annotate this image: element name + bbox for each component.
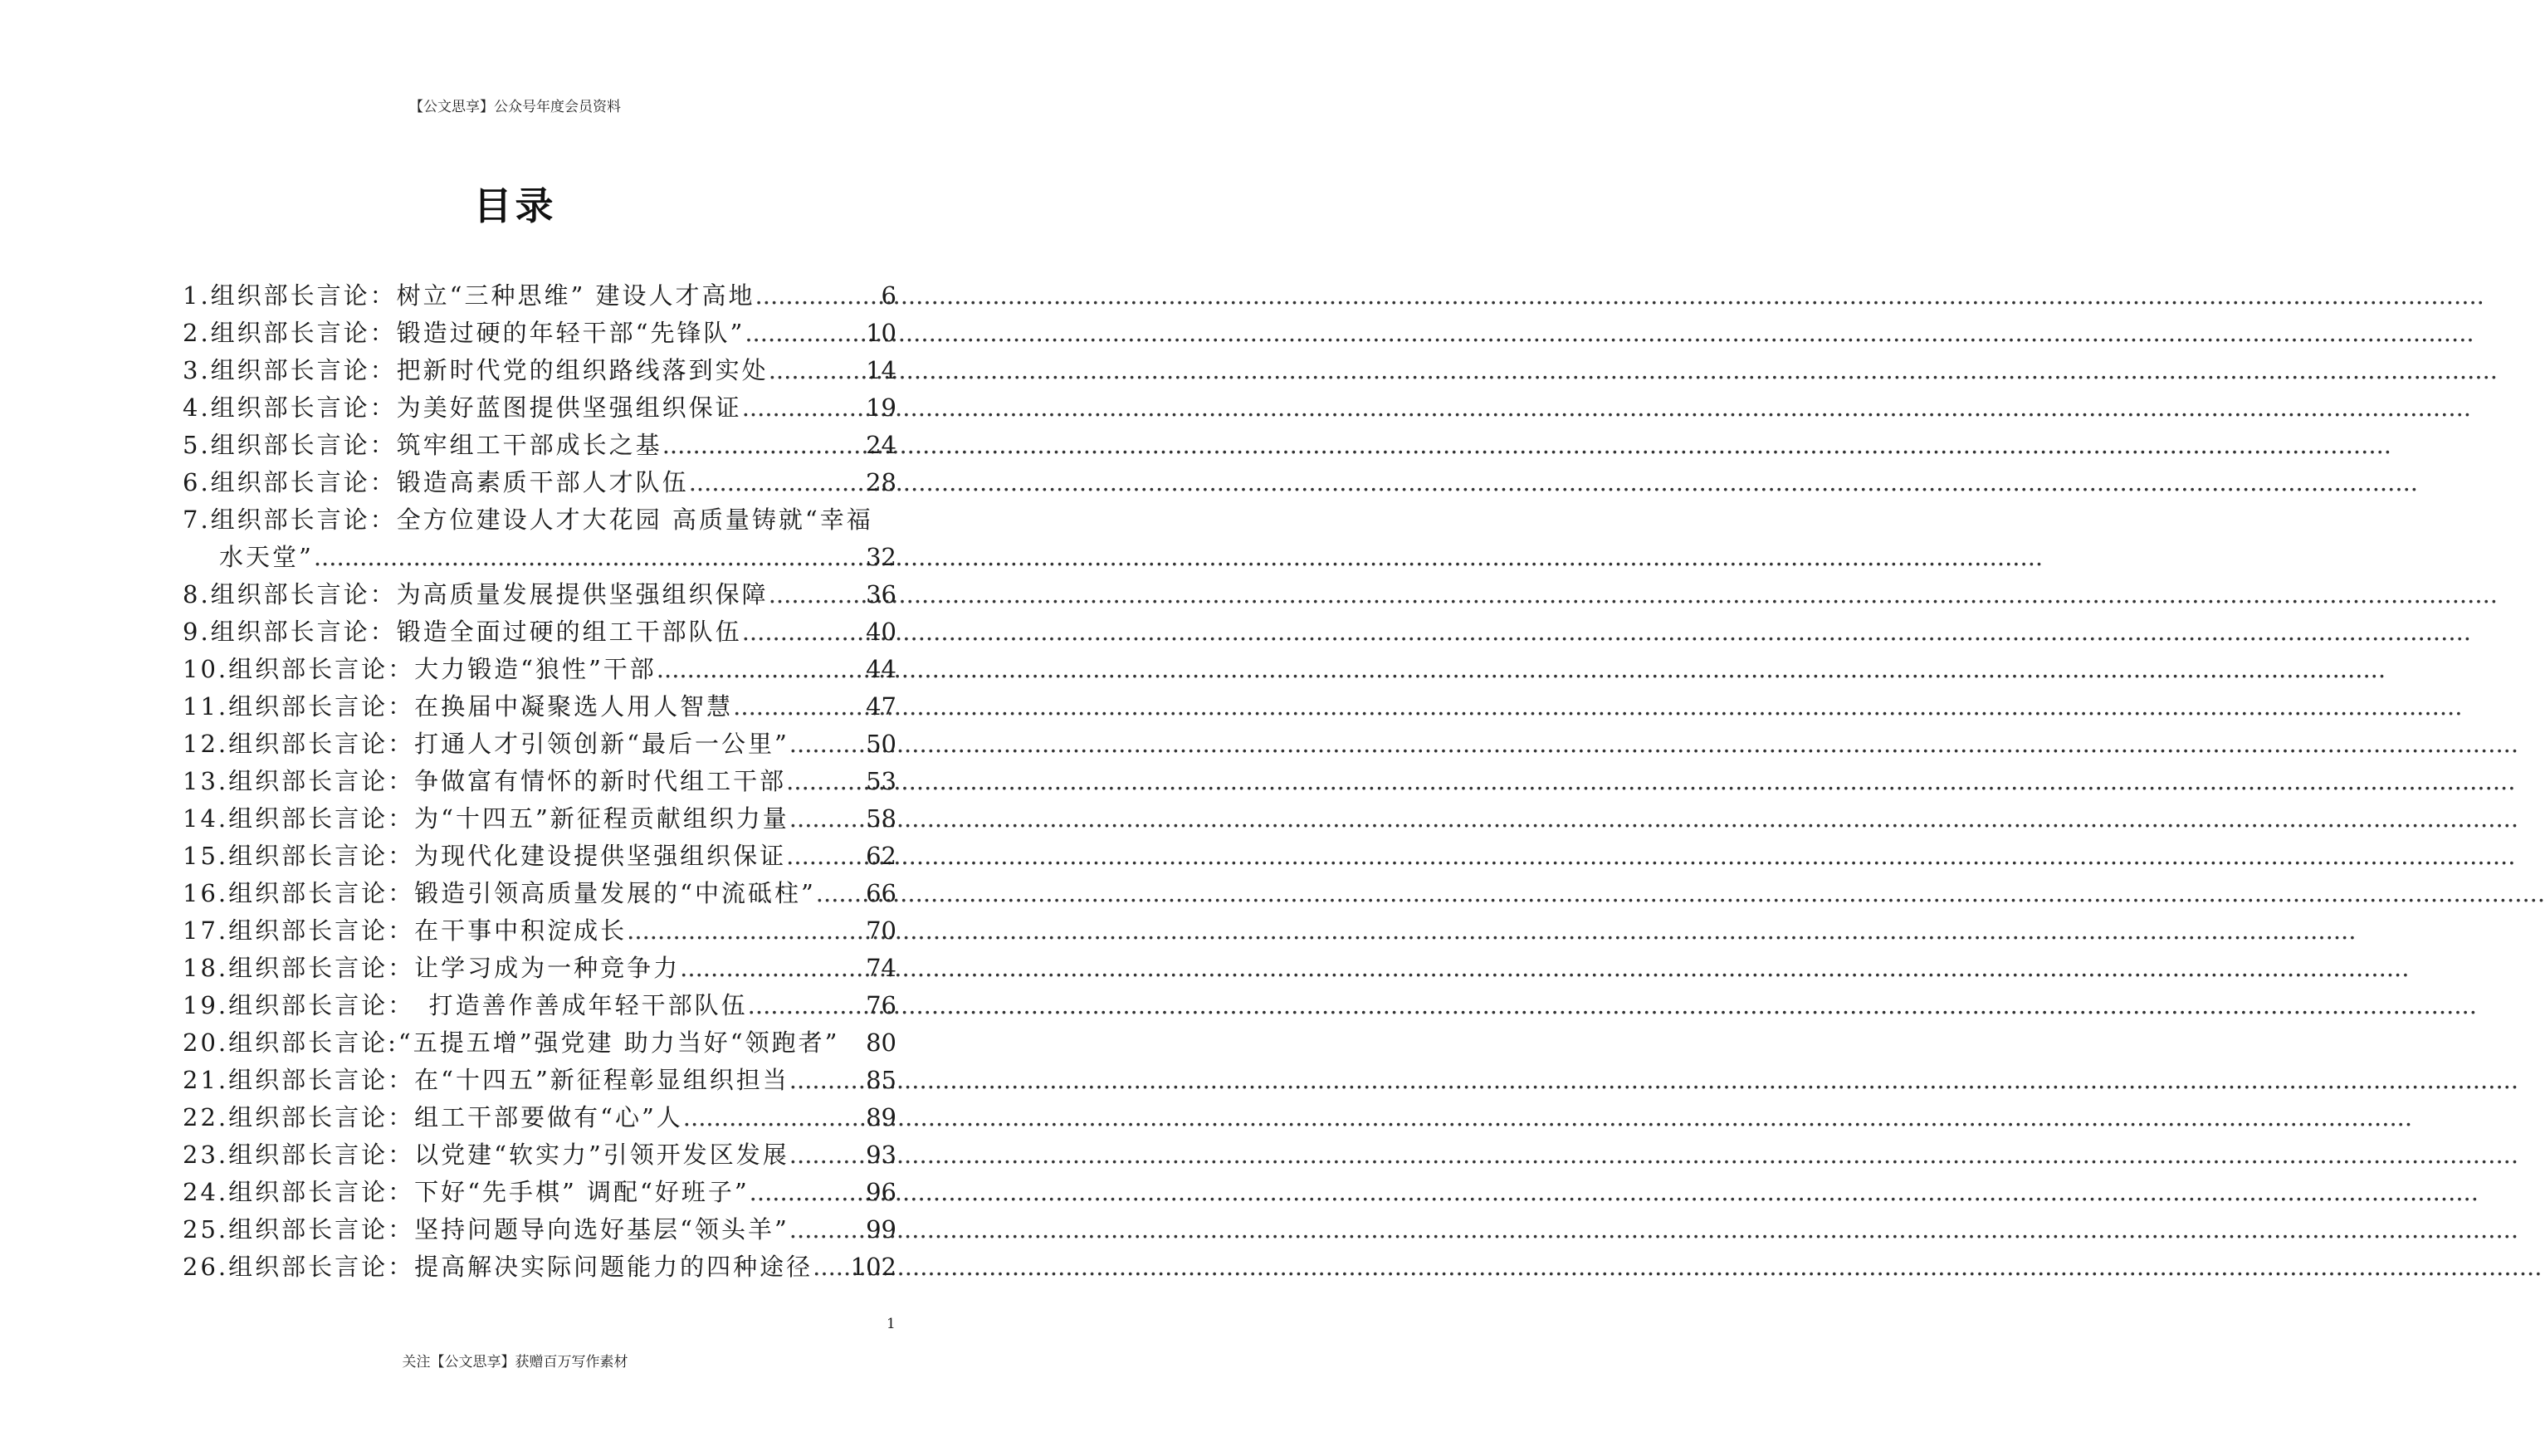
toc-entry[interactable] [183, 875, 896, 912]
toc-entry-page: 28 [866, 468, 896, 496]
toc-entry-title: 组织部长言论：在换届中凝聚选人用人智慧 [228, 692, 734, 721]
toc-entry-page: 40 [866, 618, 896, 646]
toc-entry-page: 85 [866, 1066, 896, 1094]
toc-leader [742, 613, 866, 651]
toc-entry-continuation[interactable] [183, 539, 896, 576]
page-number: 1 [887, 1316, 896, 1332]
toc-entry[interactable] [183, 464, 896, 501]
toc-leader [755, 277, 882, 315]
toc-leader [789, 800, 866, 838]
toc-entry-title: 组织部长言论：让学习成为一种竞争力 [228, 954, 681, 982]
toc-leader [733, 688, 866, 726]
toc-entry-page: 62 [866, 842, 896, 870]
toc-entry-number: 21. [183, 1066, 229, 1094]
toc-entry-page: 70 [866, 916, 896, 945]
toc-entry-title: 组织部长言论：锻造全面过硬的组工干部队伍 [210, 618, 742, 646]
toc-entry[interactable] [183, 912, 896, 950]
toc-entry[interactable] [183, 688, 896, 726]
toc-entry-page: 24 [866, 431, 896, 459]
toc-leader [689, 464, 866, 501]
toc-entry-number: 2. [183, 319, 211, 347]
toc-entry-number: 14. [183, 804, 229, 833]
toc-entry[interactable] [183, 1174, 896, 1211]
toc-entry[interactable] [183, 1136, 896, 1174]
toc-entry[interactable] [183, 613, 896, 651]
toc-entry[interactable] [183, 800, 896, 838]
page-header: 【公文思享】公众号年度会员资料 [409, 99, 621, 115]
toc-entry-title: 组织部长言论：为高质量发展提供坚强组织保障 [210, 580, 769, 608]
toc-entry-number: 9. [183, 618, 211, 646]
toc-entry-number: 20. [183, 1028, 229, 1057]
toc-leader [769, 576, 866, 613]
toc-entry[interactable] [183, 1211, 896, 1248]
page-footer: 关注【公文思享】获赠百万写作素材 [402, 1354, 628, 1370]
toc-entry-number: 19. [183, 991, 229, 1019]
toc-leader [813, 1248, 851, 1286]
toc-leader [627, 912, 866, 950]
toc-leader [786, 838, 866, 875]
toc-entry[interactable] [183, 576, 896, 613]
toc-leader [789, 1136, 866, 1174]
toc-entry[interactable] [183, 315, 896, 352]
toc-entry[interactable] [183, 987, 896, 1024]
toc-entry-number: 8. [183, 580, 211, 608]
toc-entry-page: 36 [866, 580, 896, 608]
toc-leader [750, 1174, 866, 1211]
toc-entry-number: 26. [183, 1253, 229, 1281]
toc-entry-title: 组织部长言论：锻造过硬的年轻干部“先锋队” [210, 319, 745, 347]
toc-entry[interactable] [183, 352, 896, 389]
toc-entry-page: 76 [866, 991, 896, 1019]
toc-entry-number: 17. [183, 916, 229, 945]
toc-entry[interactable] [183, 1024, 896, 1062]
toc-entry-title: 组织部长言论：组工干部要做有“心”人 [228, 1103, 683, 1131]
toc-entry-title: 组织部长言论：为“十四五”新征程贡献组织力量 [228, 804, 789, 833]
toc-entry-page: 50 [866, 730, 896, 758]
toc-entry-number: 4. [183, 393, 211, 422]
toc-entry-number: 15. [183, 842, 229, 870]
toc-entry-number: 3. [183, 356, 211, 384]
toc-leader [816, 875, 866, 912]
toc-leader [748, 987, 866, 1024]
toc-entry[interactable] [183, 950, 896, 987]
toc-leader [789, 1211, 866, 1248]
toc-entry-title: 组织部长言论： 打造善作善成年轻干部队伍 [228, 991, 748, 1019]
table-of-contents [183, 277, 896, 1286]
toc-entry-page: 89 [866, 1103, 896, 1131]
toc-leader [745, 315, 866, 352]
toc-entry[interactable] [183, 427, 896, 464]
toc-entry-title: 组织部长言论：坚持问题导向选好基层“领头羊” [228, 1215, 789, 1243]
toc-entry[interactable] [183, 501, 896, 539]
toc-entry-page: 74 [866, 954, 896, 982]
toc-entry-title: 组织部长言论:“五提五增”强党建 助力当好“领跑者” [228, 1028, 840, 1057]
toc-leader [662, 427, 866, 464]
toc-entry-page: 47 [866, 692, 896, 721]
toc-entry-page: 58 [866, 804, 896, 833]
toc-entry-page: 96 [866, 1178, 896, 1206]
toc-entry-page: 19 [866, 393, 896, 422]
toc-entry-page: 99 [866, 1215, 896, 1243]
toc-leader [786, 763, 866, 800]
toc-leader [657, 651, 866, 688]
toc-entry-number: 13. [183, 767, 229, 795]
toc-entry-number: 16. [183, 879, 229, 907]
toc-entry-page: 93 [866, 1141, 896, 1169]
page-title: 目录 [473, 183, 557, 228]
toc-entry[interactable] [183, 838, 896, 875]
toc-entry-number: 10. [183, 655, 229, 683]
toc-entry-title: 组织部长言论：锻造引领高质量发展的“中流砥柱” [228, 879, 816, 907]
toc-leader [314, 539, 866, 576]
toc-entry-title: 组织部长言论：打通人才引领创新“最后一公里” [228, 730, 789, 758]
toc-entry-page: 14 [866, 356, 896, 384]
toc-entry-title: 组织部长言论：下好“先手棋” 调配“好班子” [228, 1178, 750, 1206]
toc-entry-title: 组织部长言论：提高解决实际问题能力的四种途径 [228, 1253, 813, 1281]
toc-entry-page: 6 [881, 281, 896, 310]
toc-entry-title: 组织部长言论：树立“三种思维” 建设人才高地 [210, 281, 755, 310]
toc-leader [680, 950, 866, 987]
toc-entry-title: 组织部长言论：全方位建设人才大花园 高质量铸就“幸福 [210, 506, 873, 534]
toc-entry-title: 组织部长言论：筑牢组工干部成长之基 [210, 431, 662, 459]
toc-entry-number: 12. [183, 730, 229, 758]
toc-entry[interactable] [183, 763, 896, 800]
toc-leader [789, 726, 866, 763]
toc-entry[interactable] [183, 726, 896, 763]
toc-entry[interactable] [183, 277, 896, 315]
toc-entry-number: 11. [183, 692, 229, 721]
toc-entry[interactable] [183, 389, 896, 427]
toc-entry-title: 组织部长言论：锻造高素质干部人才队伍 [210, 468, 689, 496]
toc-entry-number: 5. [183, 431, 211, 459]
toc-entry-page: 102 [850, 1253, 896, 1281]
toc-leader [769, 352, 866, 389]
toc-entry-page: 53 [866, 767, 896, 795]
toc-entry-title: 组织部长言论：以党建“软实力”引领开发区发展 [228, 1141, 789, 1169]
toc-entry-number: 18. [183, 954, 229, 982]
toc-entry-page: 32 [866, 543, 896, 571]
toc-entry[interactable] [183, 651, 896, 688]
toc-entry-page: 80 [866, 1028, 896, 1057]
toc-entry-number: 25. [183, 1215, 229, 1243]
toc-leader [742, 389, 866, 427]
toc-entry-number: 23. [183, 1141, 229, 1169]
toc-entry-number: 24. [183, 1178, 229, 1206]
toc-entry-page: 44 [866, 655, 896, 683]
toc-entry-title: 组织部长言论：把新时代党的组织路线落到实处 [210, 356, 769, 384]
toc-leader [683, 1099, 866, 1136]
toc-entry-title: 组织部长言论：在“十四五”新征程彰显组织担当 [228, 1066, 789, 1094]
toc-entry-page: 10 [866, 319, 896, 347]
toc-entry-title: 组织部长言论：大力锻造“狼性”干部 [228, 655, 657, 683]
toc-entry-title: 组织部长言论：争做富有情怀的新时代组工干部 [228, 767, 787, 795]
toc-entry[interactable] [183, 1099, 896, 1136]
toc-entry[interactable] [183, 1062, 896, 1099]
toc-entry-page: 66 [866, 879, 896, 907]
toc-entry-title: 组织部长言论：为美好蓝图提供坚强组织保证 [210, 393, 742, 422]
toc-entry-title: 组织部长言论：在干事中积淀成长 [228, 916, 628, 945]
toc-entry-number: 6. [183, 468, 211, 496]
toc-entry-title-continued: 水天堂” [219, 543, 314, 571]
toc-entry-title: 组织部长言论：为现代化建设提供坚强组织保证 [228, 842, 787, 870]
toc-entry[interactable] [183, 1248, 896, 1286]
toc-entry-number: 1. [183, 281, 211, 310]
toc-entry-number: 7. [183, 506, 211, 534]
toc-leader [789, 1062, 866, 1099]
toc-entry-number: 22. [183, 1103, 229, 1131]
